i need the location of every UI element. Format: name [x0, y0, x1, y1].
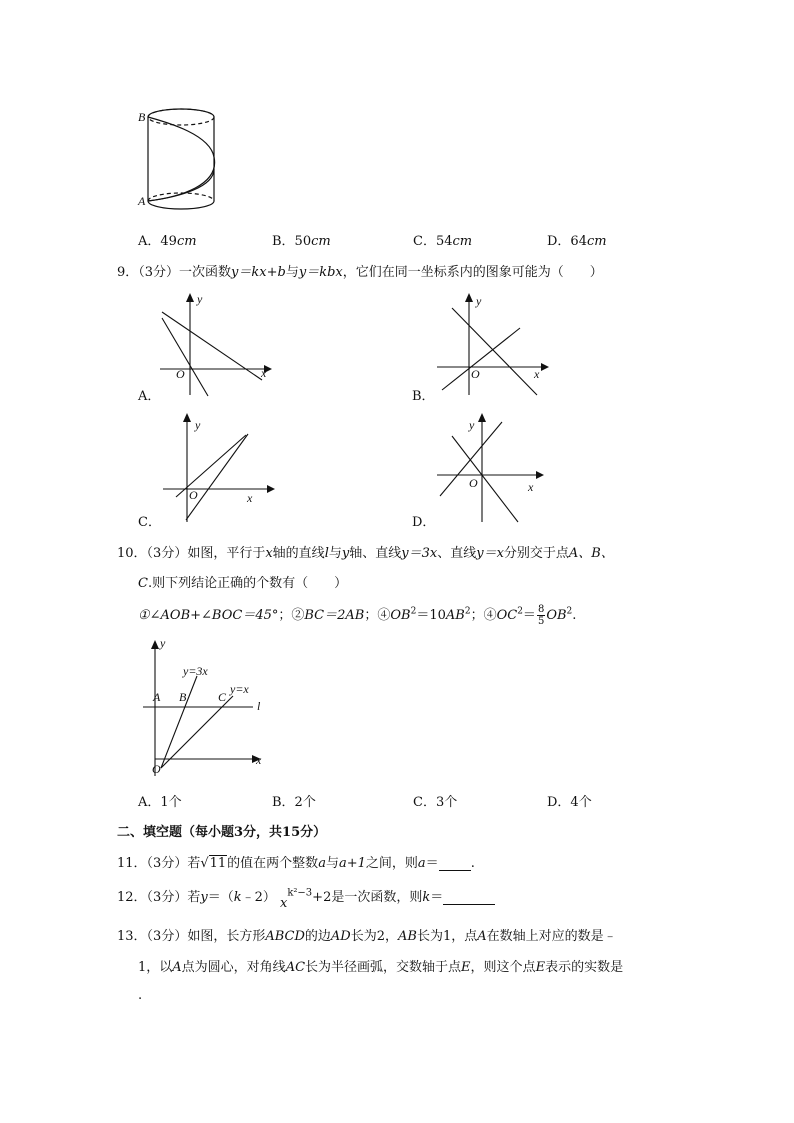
q10-option-b[interactable]: B．2个: [272, 795, 316, 810]
q10-stem-line2: C.则下列结论正确的个数有（ ）: [138, 576, 348, 591]
q9a-origin: O: [176, 367, 185, 381]
q13-stem-line2: 1，以A点为圆心，对角线AC长为半径画弧，交数轴于点E，则这个点E表示的实数是: [138, 960, 624, 975]
q12-answer-blank[interactable]: [443, 889, 495, 905]
q9-graph-c: [158, 410, 288, 525]
q9d-y-label: y: [469, 418, 475, 432]
q10-figure: [135, 636, 275, 781]
q9d-x-label: x: [528, 480, 534, 494]
q9-option-d[interactable]: D．: [412, 515, 436, 530]
q12-stem: 12．（3分）若y＝（k﹣2） $x^{k^2-3}+2$是一次函数，则k＝: [117, 886, 495, 905]
q10-option-c[interactable]: C．3个: [413, 795, 458, 810]
q10-fig-line-3x: y=3x: [183, 664, 208, 678]
q10-option-a[interactable]: A．1个: [138, 795, 182, 810]
q9d-origin: O: [469, 476, 478, 490]
q9b-origin: O: [471, 367, 480, 381]
sqrt-icon: √: [200, 856, 209, 871]
q10-fig-x: x: [256, 753, 262, 767]
q9b-x-label: x: [534, 367, 540, 381]
q13-stem-line3: .: [138, 988, 143, 1003]
q13-stem-line1: 13．（3分）如图，长方形ABCD的边AD长为2，AB长为1，点A在数轴上对应的数是﹣: [117, 929, 617, 944]
fraction-8-5: $\frac{8}{5}$: [537, 604, 545, 627]
q10-statements: ①∠AOB+∠BOC＝45°；②BC＝2AB；$④OB^2=10AB^2$；$④OC^2=$ $\frac{8}{5}$ $OB^2$.: [138, 604, 577, 627]
q10-fig-a: A: [153, 690, 161, 704]
q9b-y-label: y: [476, 294, 482, 308]
q10-fig-b: B: [179, 690, 187, 704]
q9-graph-b: [432, 290, 562, 400]
section-title: 二、填空题（每小题3分，共15分）: [117, 825, 327, 840]
q10-option-d[interactable]: D．4个: [547, 795, 592, 810]
cylinder-label-b: B: [138, 110, 146, 124]
q11-answer-blank[interactable]: [439, 855, 471, 871]
q8-option-d[interactable]: D．64cm: [547, 234, 607, 249]
q8-option-b[interactable]: B．50cm: [272, 234, 331, 249]
q9-graph-a: [150, 290, 280, 400]
q9a-y-label: y: [197, 292, 203, 306]
q10-fig-c: C: [218, 690, 227, 704]
cylinder-label-a: A: [138, 194, 146, 208]
q10-fig-o: O: [152, 762, 161, 776]
q9c-x-label: x: [247, 491, 253, 505]
q9-graph-d: [432, 410, 562, 525]
q10-fig-line-x: y=x: [230, 682, 249, 696]
q9-option-c[interactable]: C．: [138, 515, 161, 530]
q8-option-c[interactable]: C．54cm: [413, 234, 473, 249]
q9-option-a[interactable]: A．: [138, 389, 161, 404]
q9c-origin: O: [189, 488, 198, 502]
q11-stem: 11．（3分）若√11的值在两个整数a与a+1之间，则a＝ .: [117, 856, 475, 871]
q9-stem: 9．（3分）一次函数y＝kx+b与y＝kbx，它们在同一坐标系内的图象可能为（ ）: [117, 265, 603, 280]
q10-fig-y: y: [160, 636, 166, 650]
q9c-y-label: y: [195, 418, 201, 432]
q10-stem-line1: 10．（3分）如图，平行于x轴的直线l与y轴、直线y＝3x、直线y＝x分别交于点A、B、: [117, 546, 614, 561]
q9a-x-label: x: [261, 366, 267, 380]
q8-option-a[interactable]: A．49cm: [138, 234, 197, 249]
q10-fig-l: l: [257, 699, 261, 713]
q9-option-b[interactable]: B．: [412, 389, 435, 404]
